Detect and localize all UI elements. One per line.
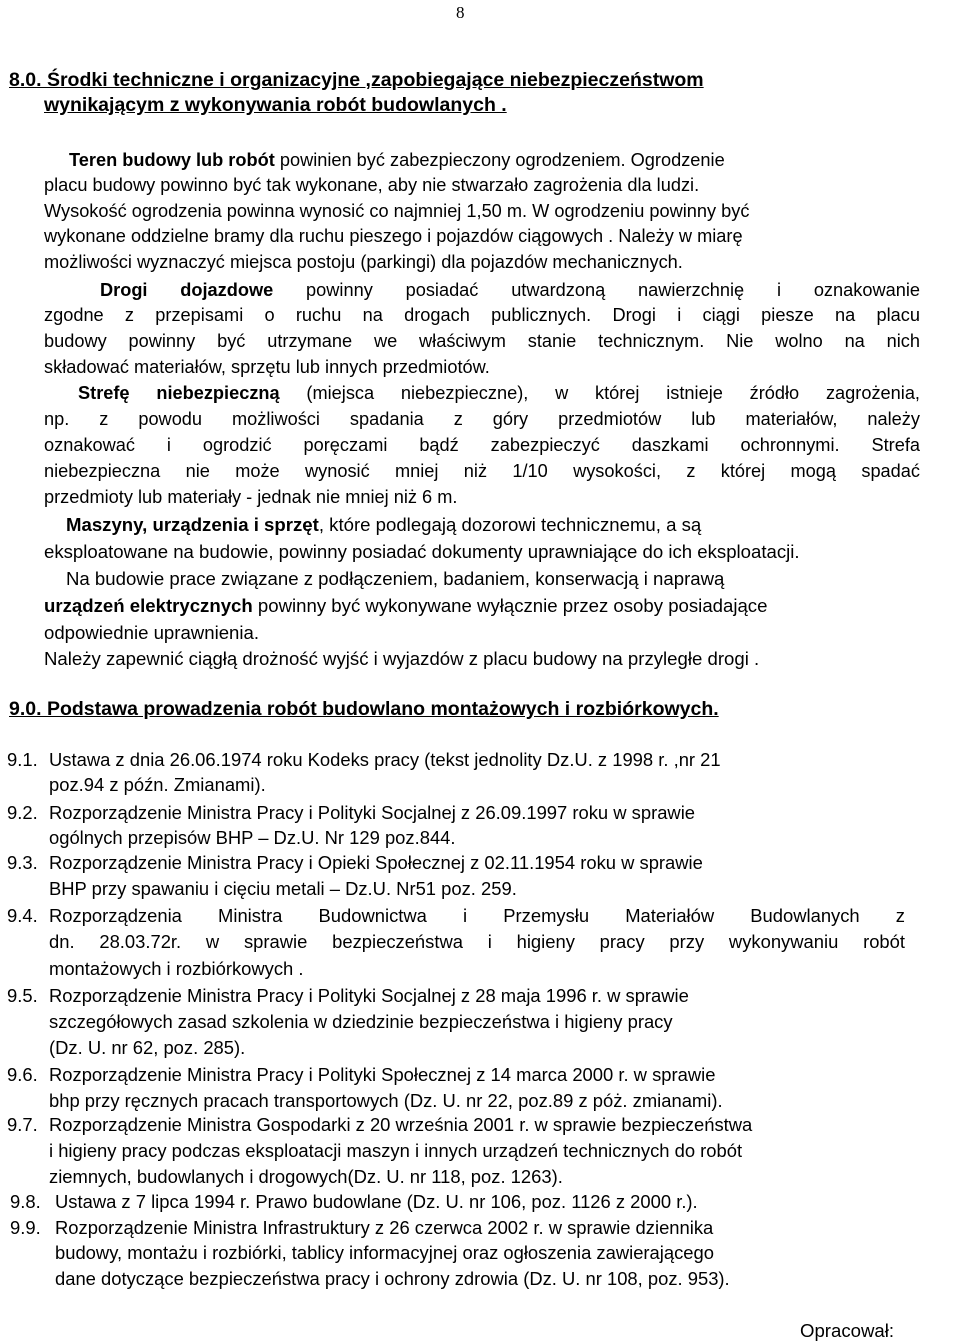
reference-line: Rozporządzenie Ministra Infrastruktury z 26 czerwca 2002 r. w sprawie dziennika: [55, 1217, 714, 1238]
reference-number: 9.3.: [7, 852, 38, 873]
paragraph-line: przedmioty lub materiały - jednak nie mniej niż 6 m.: [44, 487, 458, 507]
paragraph-line: [69, 148, 725, 172]
section-8-title-line: wynikającym z wykonywania robót budowlanych .: [44, 94, 507, 116]
reference-line: ogólnych przepisów BHP – Dz.U. Nr 129 poz.844.: [49, 827, 456, 848]
lead-term: Strefę niebezpieczną: [78, 383, 280, 403]
lead-term: Drogi dojazdowe: [100, 280, 274, 300]
paragraph-line: eksploatowane na budowie, powinny posiadać dokumenty uprawniające do ich eksploatacji.: [44, 541, 800, 562]
reference-number: 9.7.: [7, 1114, 38, 1135]
reference-line: dn. 28.03.72r. w sprawie bezpieczeństwa i higieny pracy przy wykonywaniu robót: [49, 931, 905, 952]
paragraph-line: budowy powinny być utrzymane we właściwym stanie technicznym. Nie wolno na nich: [44, 331, 920, 351]
line-text: powinny posiadać utwardzoną nawierzchnię i oznakowanie: [273, 280, 920, 300]
reference-line: ziemnych, budowlanych i drogowych(Dz. U. nr 118, poz. 1263).: [49, 1166, 563, 1187]
reference-line: montażowych i rozbiórkowych .: [49, 958, 304, 979]
paragraph-line: Należy zapewnić ciągłą drożność wyjść i wyjazdów z placu budowy na przyległe drogi .: [44, 648, 760, 669]
paragraph-line: składować materiałów, sprzętu lub innych przedmiotów.: [44, 357, 490, 377]
reference-number: 9.4.: [7, 905, 38, 926]
reference-line: Rozporządzenie Ministra Pracy i Polityki Socjalnej z 28 maja 1996 r. w sprawie: [49, 985, 689, 1006]
paragraph-line: placu budowy powinno być tak wykonane, aby nie stwarzało zagrożenia dla ludzi.: [44, 175, 700, 195]
lead-term: urządzeń elektrycznych: [44, 595, 253, 616]
paragraph-line: zgodne z przepisami o ruchu na drogach publicznych. Drogi i ciągi piesze na placu: [44, 305, 920, 325]
reference-line: szczegółowych zasad szkolenia w dziedzinie bezpieczeństwa i higieny pracy: [49, 1011, 673, 1032]
reference-line: dane dotyczące bezpieczeństwa pracy i ochrony zdrowia (Dz. U. nr 108, poz. 953).: [55, 1268, 730, 1289]
reference-line: Rozporządzenie Ministra Gospodarki z 20 września 2001 r. w sprawie bezpieczeństwa: [49, 1114, 753, 1135]
reference-line: (Dz. U. nr 62, poz. 285).: [49, 1037, 246, 1058]
line-text: (miejsca niebezpieczne), w której istnieje źródło zagrożenia,: [279, 383, 920, 403]
lead-term: Teren budowy lub robót: [69, 150, 275, 170]
reference-number: 9.8.: [10, 1191, 41, 1212]
signature-label: Opracował:: [800, 1320, 895, 1341]
reference-number: 9.2.: [7, 802, 38, 823]
paragraph-line: np. z powodu możliwości spadania z góry przedmiotów lub materiałów, należy: [44, 409, 920, 429]
paragraph-line: Na budowie prace związane z podłączeniem, badaniem, konserwacją i naprawą: [66, 568, 725, 589]
reference-line: Rozporządzenie Ministra Pracy i Opieki Społecznej z 02.11.1954 roku w sprawie: [49, 852, 703, 873]
reference-number: 9.9.: [10, 1217, 41, 1238]
reference-line: Rozporządzenia Ministra Budownictwa i Przemysłu Materiałów Budowlanych z: [49, 905, 905, 926]
line-text: , które podlegają dozorowi technicznemu, a są: [318, 514, 702, 535]
section-9-title: 9.0. Podstawa prowadzenia robót budowlano montażowych i rozbiórkowych.: [9, 698, 719, 720]
reference-line: budowy, montażu i rozbiórki, tablicy informacyjnej oraz ogłoszenia zawierającego: [55, 1242, 714, 1263]
paragraph-line: [100, 278, 920, 302]
paragraph-line: wykonane oddzielne bramy dla ruchu pieszego i pojazdów ciągowych . Należy w miarę: [44, 226, 743, 246]
reference-number: 9.1.: [7, 749, 38, 770]
line-text: powinien być zabezpieczony ogrodzeniem. Ogrodzenie: [274, 150, 725, 170]
paragraph-line: [78, 381, 920, 405]
paragraph-line: niebezpieczna nie może wynosić mniej niż 1/10 wysokości, z której mogą spadać: [44, 461, 920, 481]
paragraph-line: [44, 594, 767, 618]
section-8-title-line: 8.0. Środki techniczne i organizacyjne ,zapobiegające niebezpieczeństwom: [9, 69, 704, 91]
paragraph-line: Wysokość ogrodzenia powinna wynosić co najmniej 1,50 m. W ogrodzeniu powinny być: [44, 201, 750, 221]
reference-line: Rozporządzenie Ministra Pracy i Polityki Społecznej z 14 marca 2000 r. w sprawie: [49, 1064, 716, 1085]
paragraph-line: odpowiednie uprawnienia.: [44, 622, 260, 643]
reference-line: bhp przy ręcznych pracach transportowych (Dz. U. nr 22, poz.89 z póż. zmianami).: [49, 1090, 723, 1111]
reference-line: Ustawa z 7 lipca 1994 r. Prawo budowlane (Dz. U. nr 106, poz. 1126 z 2000 r.).: [55, 1191, 698, 1212]
paragraph-line: [66, 513, 701, 537]
reference-line: Ustawa z dnia 26.06.1974 roku Kodeks pracy (tekst jednolity Dz.U. z 1998 r. ,nr 21: [49, 749, 721, 770]
reference-number: 9.6.: [7, 1064, 38, 1085]
paragraph-line: możliwości wyznaczyć miejsca postoju (parkingi) dla pojazdów mechanicznych.: [44, 252, 683, 272]
lead-term: Maszyny, urządzenia i sprzęt: [66, 514, 319, 535]
reference-line: Rozporządzenie Ministra Pracy i Polityki Socjalnej z 26.09.1997 roku w sprawie: [49, 802, 696, 823]
paragraph-line: oznakować i ogrodzić poręczami bądź zabezpieczyć daszkami ochronnymi. Strefa: [44, 435, 920, 455]
reference-line: i higieny pracy podczas eksploatacji maszyn i innych urządzeń technicznych do robót: [49, 1140, 743, 1161]
reference-line: poz.94 z późn. Zmianami).: [49, 774, 266, 795]
page-number: 8: [456, 3, 465, 22]
reference-line: BHP przy spawaniu i cięciu metali – Dz.U. Nr51 poz. 259.: [49, 878, 517, 899]
reference-number: 9.5.: [7, 985, 38, 1006]
line-text: powinny być wykonywane wyłącznie przez osoby posiadające: [252, 595, 768, 616]
